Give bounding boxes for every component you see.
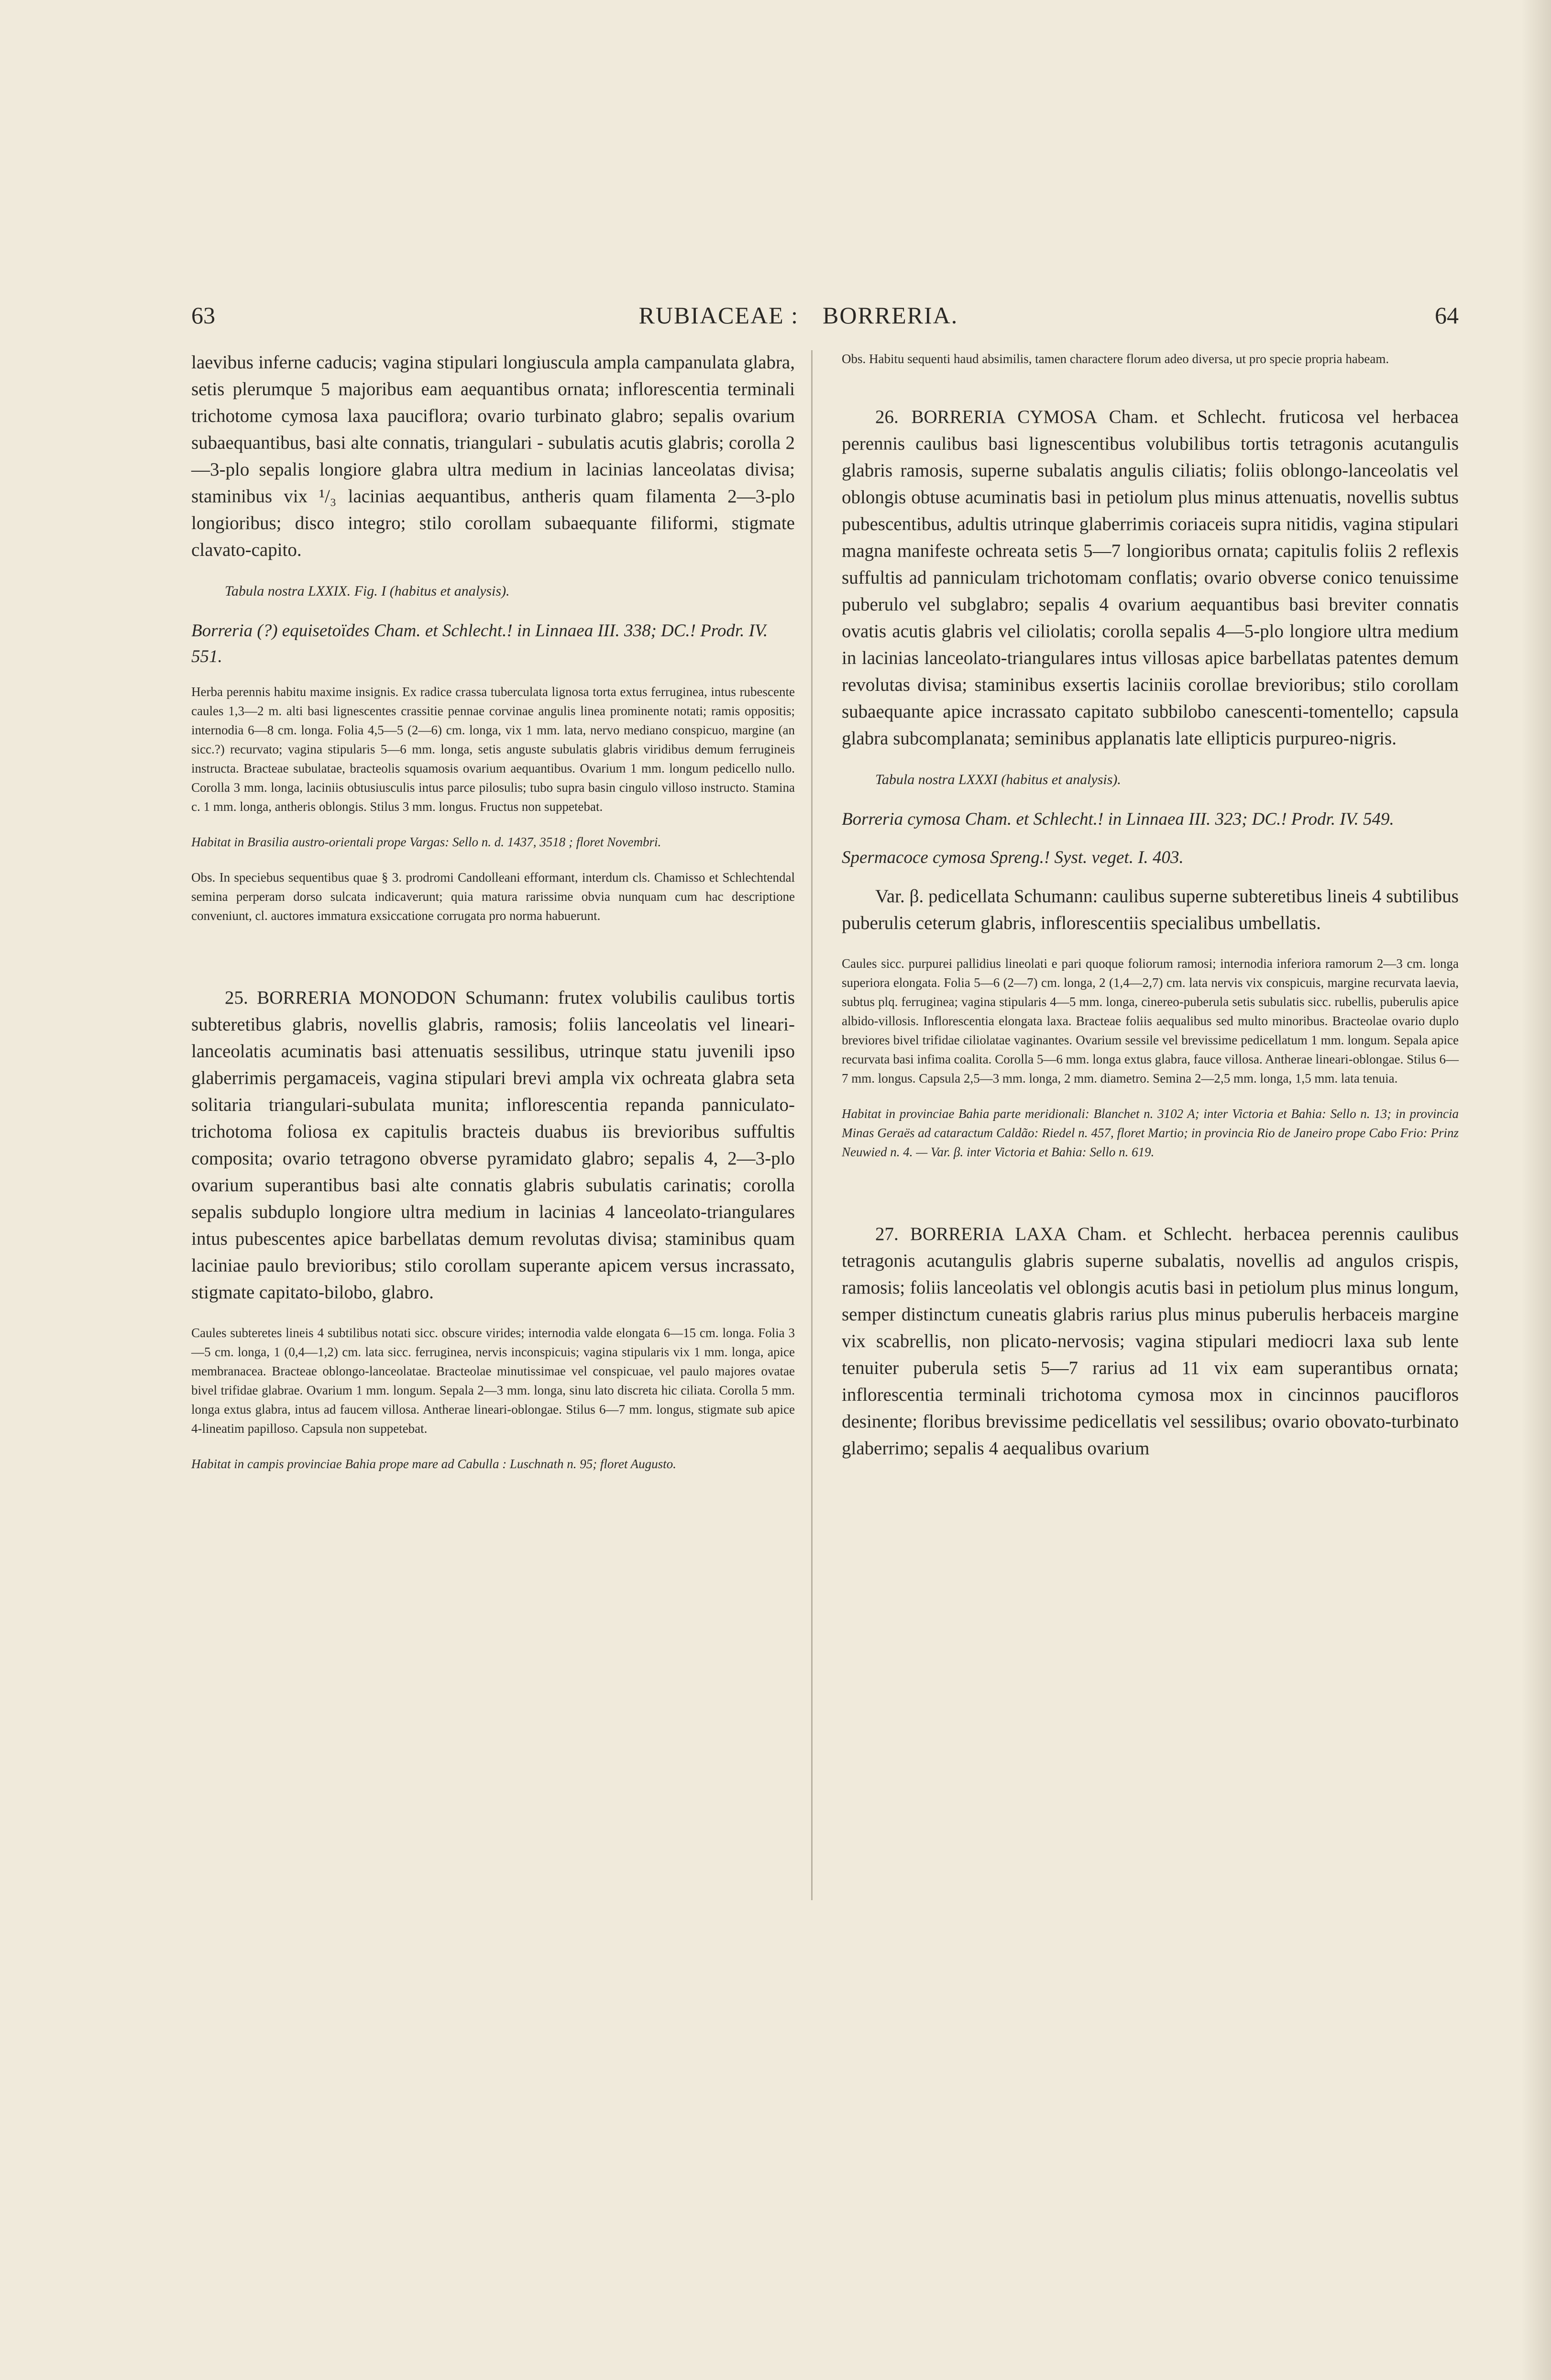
species-25-diagnosis: 25. BORRERIA MONODON Schumann: frutex volubilis caulibus tortis subteretibus glabris, novellis glabris, ramosis; foliis lanceolatis vel lineari-lanceolatis acuminatis basi attenuatis sessilibus, utrinque statu juvenili ipso glaberrimis pergamaceis, vagina stipulari brevi ampla vix ochreata glabra seta solitaria triangulari-subulata munita; inflorescentia repanda panniculato-trichotoma foliosa ex capitulis bracteis duabus iis brevioribus suffultis composita; ovario tetragono obverse pyramidato glabro; sepalis 4, 2—3-plo ovarium superantibus basi alte connatis glabris subulatis carinatis; corolla sepalis subduplo longiore ultra medium in lacinias 4 lanceolato-triangulares intus pubescentes apice barbellatas demum revolutas divisa; staminibus quam laciniae paulo brevioribus; stilo corollam superante apicem versus incrassato, stigmate capitato-bilobo, glabro.: [191, 987, 795, 1303]
running-header: [191, 301, 1459, 340]
observation-note: Obs. In speciebus sequentibus quae § 3. prodromi Candolleani efformant, interdum cls. Chamisso et Schlechtendal semina perperam dorso sulcata indicaverunt; quia matura rarissime obvia nunquam cum hac descriptione conveniunt, cl. auctores immatura exsiccatione corrugata pro norma habuerunt.: [191, 870, 795, 923]
left-column: [191, 349, 795, 1490]
column-divider: [811, 350, 813, 1900]
synonymy-reference: Borreria (?) equisetoïdes Cham. et Schlecht.! in Linnaea III. 338; DC.! Prodr. IV. 551.: [191, 621, 768, 666]
species-26-diagnosis: 26. BORRERIA CYMOSA Cham. et Schlecht. fruticosa vel herbacea perennis caulibus basi lignescentibus volubilibus tortis tetragonis acutangulis glabris ramosis, superne subalatis angulis ciliatis; foliis oblongo-lanceolatis vel oblongis obtuse acuminatis basi in petiolum plus minus attenuatis, novellis subtus pubescentibus, adultis utrinque glaberrimis coriaceis supra nitidis, vagina stipulari magna manifeste ochreata setis 5—7 longioribus ornata; capitulis foliis 2 reflexis suffultis ad panniculam trichotomam conflatis; ovario obverse conico tenuissime puberulo vel subglabro; sepalis 4 ovarium aequantibus basi breviter connatis ovatis acutis glabris vel ciliolatis; corolla sepalis 4—5-plo longiore ultra medium in lacinias lanceolato-triangulares intus villosas apice barbellatas patentes demum revolutas divisa; staminibus exsertis laciniis corollae brevioribus; stilo corollam subaequante apice incrassato capitato subbilobo canescenti-tomentello; capsula glabra subcomplanata; seminibus applanatis late ellipticis purpureo-nigris.: [842, 407, 1459, 749]
species-24-description-continued: laevibus inferne caducis; vagina stipulari longiuscula ampla campanulata glabra, setis plerumque 5 majoribus eam aequantibus ornata; inflorescentia terminali trichotome cymosa laxa pauciflora; ovario turbinato glabro; sepalis ovarium subaequantibus, basi alte connatis, triangulari - subulatis acutis glabris; corolla 2—3-plo sepalis longiore glabra ultra medium in lacinias lanceolatas divisa; staminibus vix ¹/₃ lacinias aequantibus, antheris quam filamenta 2—3-plo longioribus; disco integro; stilo corollam subaequante filiformi, stigmate clavato-capito.: [191, 352, 795, 560]
species-26-details: Caules sicc. purpurei pallidius lineolati e pari quoque foliorum ramosi; internodia inferiora ramorum 2—3 cm. longa superiora elongata. Folia 5—6 (2—7) cm. longa, 2 (1,4—2,7) cm. lata nervis vix conspicuis, margine recurvata laevia, subtus plq. ferruginea; vagina stipularis 4—5 mm. longa, cinereo-puberula setis subulatis sicc. rubellis, puberulis apice albido-villosis. Inflorescentia elongata laxa. Bracteae foliis aequalibus sed multo minoribus. Bracteolae ovario duplo breviores bivel trifidae ciliolatae vaginantes. Ovarium sessile vel brevissime pedicellatum 1 mm. longum. Sepala apice recurvata basi infima coalita. Corolla 5—6 mm. longa extus glabra, fauce villosa. Antherae lineari-oblongae. Stilus 6—7 mm. longus. Capsula 2,5—3 mm. longa, 2 mm. diametro. Semina 2—2,5 mm. longa, 1,5 mm. lata tenuia.: [842, 956, 1459, 1085]
header-title-left: RUBIACEAE :: [638, 302, 799, 329]
species-26-variety: Var. β. pedicellata Schumann: caulibus superne subteretibus lineis 4 subtilibus puberulis ceterum glabris, inflorescentiis specialibus umbellatis.: [842, 886, 1459, 933]
species-27-diagnosis: 27. BORRERIA LAXA Cham. et Schlecht. herbacea perennis caulibus tetragonis acutangulis glabris superne subalatis, novellis ad angulos crispis, ramosis; foliis lanceolatis vel oblongis acutis basi in petiolum plus minus longum, semper distinctum cuneatis glabris rarius plus minus puberulis herbaceis margine vix scabrellis, non plicato-nervosis; vagina stipulari mediocri laxa sub lente tenuiter puberula setis 5—7 rarius ad 11 vix eam superantibus ornata; inflorescentia terminali trichotoma cymosa mox in cincinnos paucifloros desinente; floribus brevissime pedicellatis vel sessilibus; ovario obovato-turbinato glaberrimo; sepalis 4 aequalibus ovarium: [842, 1224, 1459, 1459]
book-page: [191, 287, 1459, 2296]
species-26-synonymy-b: Spermacoce cymosa Spreng.! Syst. veget. I. 403.: [842, 848, 1184, 867]
header-title-right: BORRERIA.: [823, 302, 958, 329]
plate-reference: Tabula nostra LXXIX. Fig. I (habitus et analysis).: [225, 583, 510, 599]
right-column: [842, 349, 1459, 1479]
species-25-details: Caules subteretes lineis 4 subtilibus notati sicc. obscure virides; internodia valde elongata 6—15 cm. longa. Folia 3—5 cm. longa, 1 (0,4—1,2) cm. lata sicc. ferruginea, nervis inconspicuis; vagina stipularis vix 1 mm. longa, apice membranacea. Bracteae oblongo-lanceolatae. Bracteolae minutissimae vel conspicuae, vel paulo majores ovatae bivel trifidae glabrae. Ovarium 1 mm. longum. Sepala 2—3 mm. longa, sinu lato discreta hic ciliata. Corolla 5 mm. longa extus glabra, intus ad faucem villosa. Antherae lineari-oblongae. Stilus 6—7 mm. longus, stigmate sub apice 4-lineatim papilloso. Capsula non suppetebat.: [191, 1326, 795, 1436]
habitat-note: Habitat in Brasilia austro-orientali prope Vargas: Sello n. d. 1437, 3518 ; floret Novembri.: [191, 835, 661, 849]
species-26-habitat: Habitat in provinciae Bahia parte meridionali: Blanchet n. 3102 A; inter Victoria et Bahia: Sello n. 13; in provincia Minas Geraës ad cataractum Caldão: Riedel n. 457, floret Martio; in provincia Rio de Janeiro prope Cabo Frio: Prinz Neuwied n. 4. — Var. β. inter Victoria et Bahia: Sello n. 619.: [842, 1107, 1459, 1159]
species-26-plate-reference: Tabula nostra LXXXI (habitus et analysis).: [875, 772, 1121, 787]
page-number-right: 64: [1435, 302, 1459, 329]
observation-note-top: Obs. Habitu sequenti haud absimilis, tamen charactere florum adeo diversa, ut pro specie propria habeam.: [842, 352, 1389, 366]
species-26-synonymy-a: Borreria cymosa Cham. et Schlecht.! in Linnaea III. 323; DC.! Prodr. IV. 549.: [842, 809, 1394, 829]
page-edge-shadow: [1522, 0, 1551, 2380]
page-number-left: 63: [191, 302, 215, 329]
detailed-description: Herba perennis habitu maxime insignis. Ex radice crassa tuberculata lignosa torta extus ferruginea, intus rubescente caules 1,3—2 m. alti basi lignescentes crassitie pennae corvinae angulis linea prominente notati; ramis oppositis; internodia 6—8 cm. longa. Folia 4,5—5 (2—6) cm. longa, vix 1 mm. lata, nervo mediano conspicuo, margine (an sicc.?) recurvato; vagina stipularis 5—6 mm. longa, setis anguste subulatis glabris viridibus demum ferrugineis instructa. Bracteae subulatae, bracteolis squamosis ovarium aequantibus. Ovarium 1 mm. longum pedicello nullo. Corolla 3 mm. longa, laciniis obtusiusculis intus parce pilosulis; tubo supra basin cingulo villoso instructo. Stamina c. 1 mm. longa, antheris oblongis. Stilus 3 mm. longus. Fructus non suppetebat.: [191, 685, 795, 814]
species-25-habitat: Habitat in campis provinciae Bahia prope mare ad Cabulla : Luschnath n. 95; floret Augusto.: [191, 1457, 676, 1471]
